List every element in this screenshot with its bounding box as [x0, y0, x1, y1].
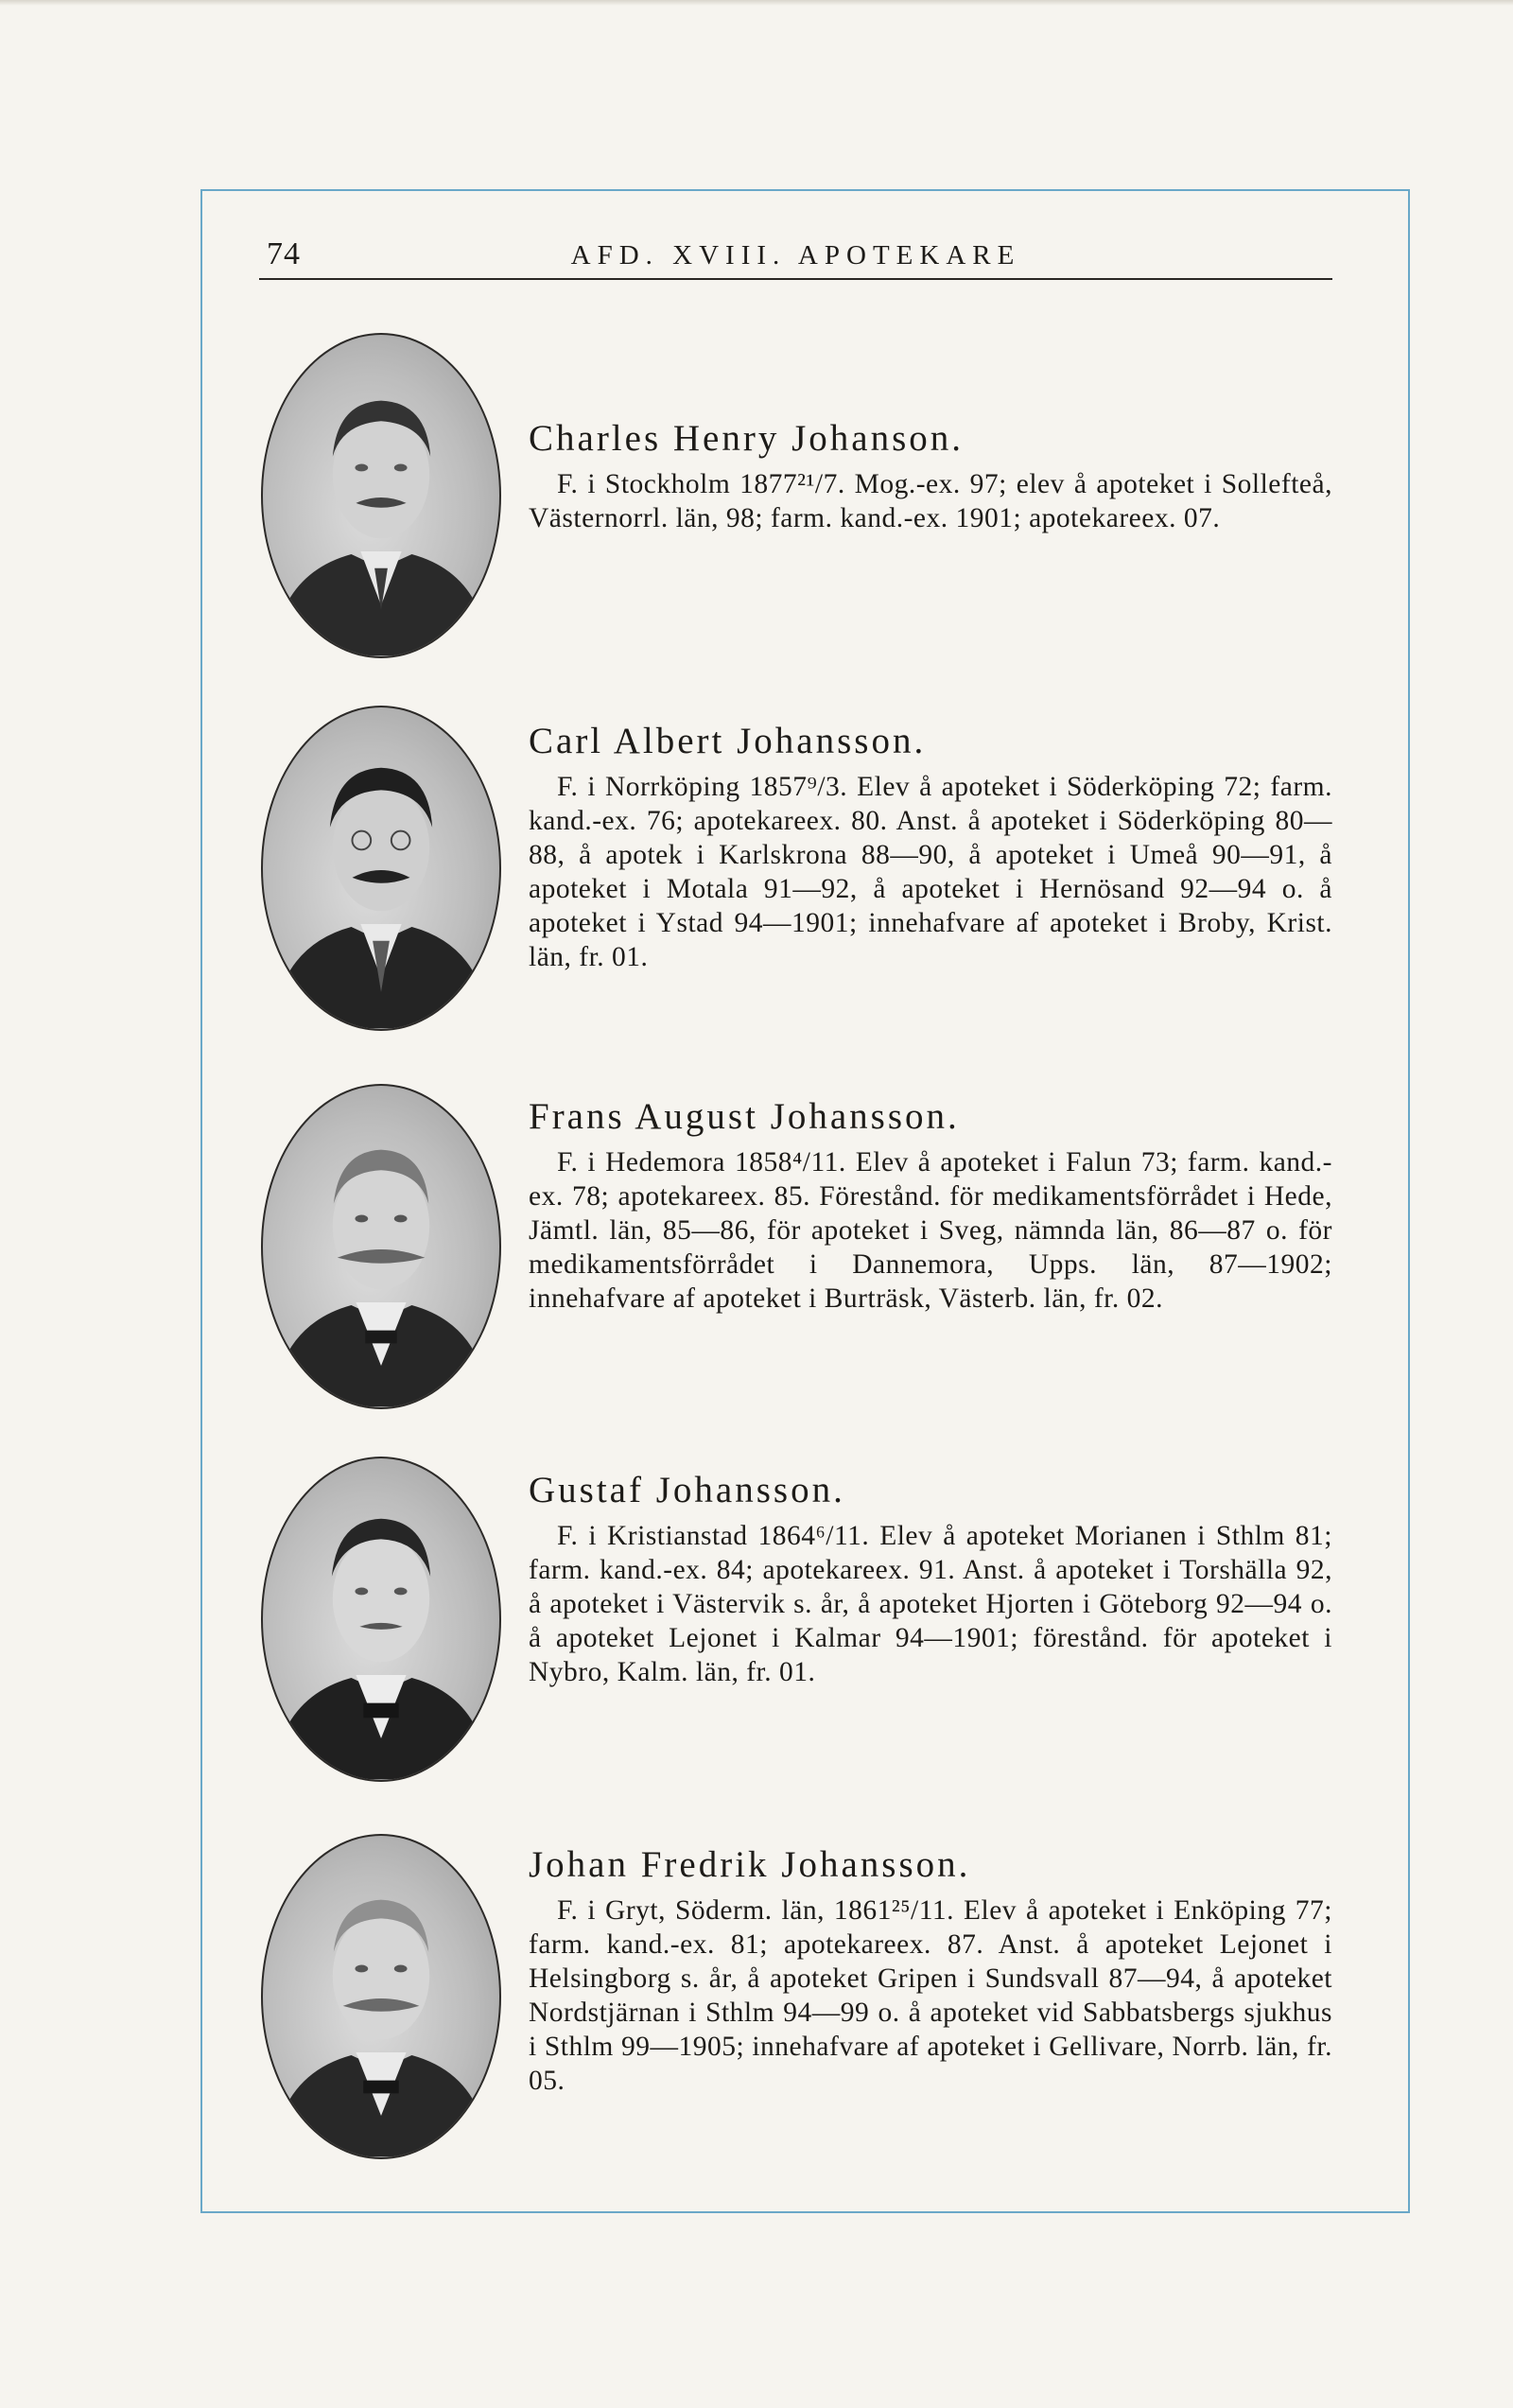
- person-biography: F. i Gryt, Söderm. län, 1861²⁵/11. Elev å apoteket i Enköping 77; farm. kand.-ex. 81; apotekareex. 87. Anst. å apoteket Lejonet i Helsingborg s. år, å apoteket Gripen i Sundsvall 87—94, å apoteket Nordstjärnan i Sthlm 94—99 o. å apoteket vid Sabbatsbergs sjukhus i Sthlm 99—1905; innehafvare af apoteket i Gellivare, Norrb. län, fr. 05.: [529, 1895, 1332, 2096]
- page-top-edge: [0, 0, 1513, 6]
- person-name: Carl Albert Johansson.: [529, 721, 927, 761]
- portrait-figure-icon: [263, 1458, 499, 1780]
- person-name: Charles Henry Johanson.: [529, 418, 965, 459]
- portrait-figure-icon: [263, 1836, 499, 2157]
- person-biography: F. i Stockholm 1877²¹/7. Mog.-ex. 97; elev å apoteket i Sollefteå, Västernorrl. län, 98; farm. kand.-ex. 1901; apotekareex. 07.: [529, 469, 1332, 533]
- running-head: AFD. XVIII. APOTEKARE: [570, 240, 1021, 270]
- person-biography: F. i Norrköping 1857⁹/3. Elev å apoteket i Söderköping 72; farm. kand.-ex. 76; apotekareex. 80. Anst. å apoteket i Söderköping 80—88, å apotek i Karlskrona 88—90, å apoteket i Umeå 90—91, å apoteket i Motala 91—92, å apoteket i Hernösand 92—94 o. å apoteket i Ystad 94—1901; innehafvare af apoteket i Broby, Krist. län, fr. 01.: [529, 772, 1332, 972]
- page-header: [259, 229, 1332, 280]
- person-name: Gustaf Johansson.: [529, 1470, 845, 1510]
- portrait-photo: [261, 1457, 501, 1782]
- person-name: Johan Fredrik Johansson.: [529, 1844, 971, 1885]
- portrait-photo: [261, 1834, 501, 2159]
- portrait-figure-icon: [263, 707, 499, 1029]
- portrait-photo: [261, 333, 501, 658]
- page-number: 74: [267, 236, 301, 271]
- page-frame: [200, 189, 1410, 2213]
- person-name: Frans August Johansson.: [529, 1096, 960, 1137]
- portrait-photo: [261, 706, 501, 1031]
- portrait-figure-icon: [263, 1086, 499, 1407]
- portrait-photo: [261, 1084, 501, 1409]
- person-biography: F. i Hedemora 1858⁴/11. Elev å apoteket i Falun 73; farm. kand.-ex. 78; apotekareex. 85. Förestånd. för medikamentsförrådet i Hede, Jämtl. län, 85—86, för apoteket i Sveg, nämnda län, 86—87 o. för medikamentsförrådet i Dannemora, Upps. län, 87—1902; innehafvare af apoteket i Burträsk, Västerb. län, fr. 02.: [529, 1147, 1332, 1314]
- portrait-figure-icon: [263, 335, 499, 656]
- person-biography: F. i Kristianstad 1864⁶/11. Elev å apoteket Morianen i Sthlm 81; farm. kand.-ex. 84; apotekareex. 91. Anst. å apoteket i Torshälla 92, å apoteket i Västervik s. år, å apoteket Hjorten i Göteborg 92—94 o. å apoteket Lejonet i Kalmar 94—1901; förestånd. för apoteket i Nybro, Kalm. län, fr. 01.: [529, 1521, 1332, 1687]
